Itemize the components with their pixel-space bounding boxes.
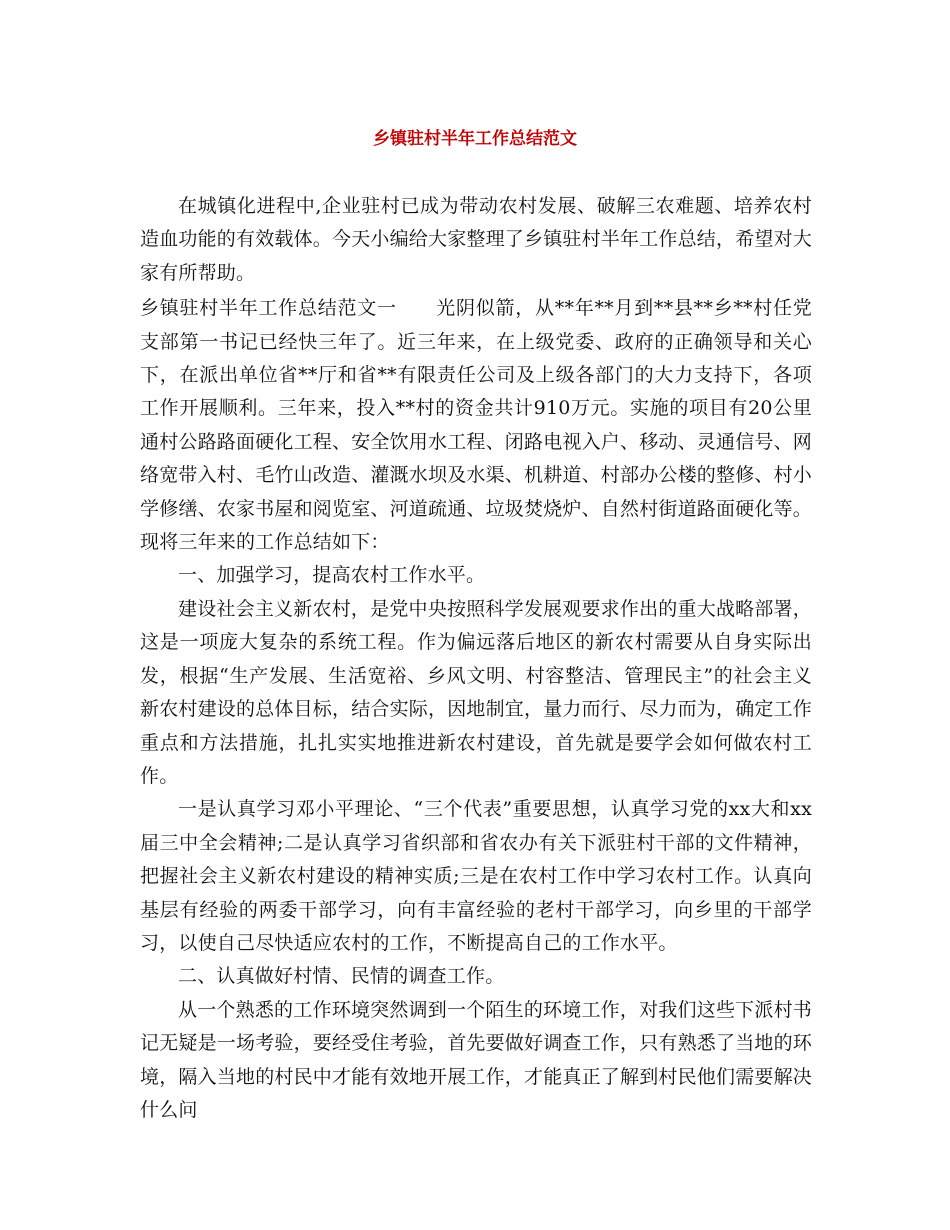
paragraph-new-countryside: 建设社会主义新农村，是党中央按照科学发展观要求作出的重大战略部署，这是一项庞大复杂的系统工程。作为偏远落后地区的新农村需要从自身实际出发，根据“生产发展、生活宽裕、乡风文明、村容整洁、管理民主”的社会主义新农村建设的总体目标，结合实际，因地制宜，量力而行、尽力而为，确定工作重点和方法措施，扎扎实实地推进新农村建设，首先就是要学会如何做农村工作。 [140, 597, 813, 787]
paragraph-study-items: 一是认真学习邓小平理论、“三个代表”重要思想，认真学习党的xx大和xx届三中全会精神;二是认真学习省织部和省农办有关下派驻村干部的文件精神，把握社会主义新农村建设的精神实质;三是在农村工作中学习农村工作。认真向基层有经验的两委干部学习，向有丰富经验的老村干部学习，向乡里的干部学习，以使自己尽快适应农村的工作，不断提高自己的工作水平。 [140, 798, 812, 954]
document-title: 乡镇驻村半年工作总结范文 [373, 129, 577, 149]
document-body [140, 190, 812, 1127]
heading-survey-work: 二、认真做好村情、民情的调查工作。 [178, 965, 505, 988]
paragraph-survey: 从一个熟悉的工作环境突然调到一个陌生的环境工作，对我们这些下派村书记无疑是一场考验，要经受住考验，首先要做好调查工作，只有熟悉了当地的环境，隔入当地的村民中才能有效地开展工作，才能真正了解到村民他们需要解决什么问 [140, 998, 813, 1121]
heading-strengthen-study: 一、加强学习，提高农村工作水平。 [178, 564, 486, 587]
paragraph-intro: 在城镇化进程中,企业驻村已成为带动农村发展、破解三农难题、培养农村造血功能的有效载体。今天小编给大家整理了乡镇驻村半年工作总结，希望对大家有所帮助。 [140, 195, 813, 284]
paragraph-section-one: 乡镇驻村半年工作总结范文一 光阴似箭，从**年**月到**县**乡**村任党支部第一书记已经快三年了。近三年来，在上级党委、政府的正确领导和关心下，在派出单位省**厅和省**有限责任公司及上级各部门的大力支持下，各项工作开展顺利。三年来，投入**村的资金共计910万元。实施的项目有20公里通村公路路面硬化工程、安全饮用水工程、闭路电视入户、移动、灵通信号、网络宽带入村、毛竹山改造、灌溉水坝及水渠、机耕道、村部办公楼的整修、村小学修缮、农家书屋和阅览室、河道疏通、垃圾焚烧炉、自然村街道路面硬化等。现将三年来的工作总结如下： [140, 297, 813, 554]
